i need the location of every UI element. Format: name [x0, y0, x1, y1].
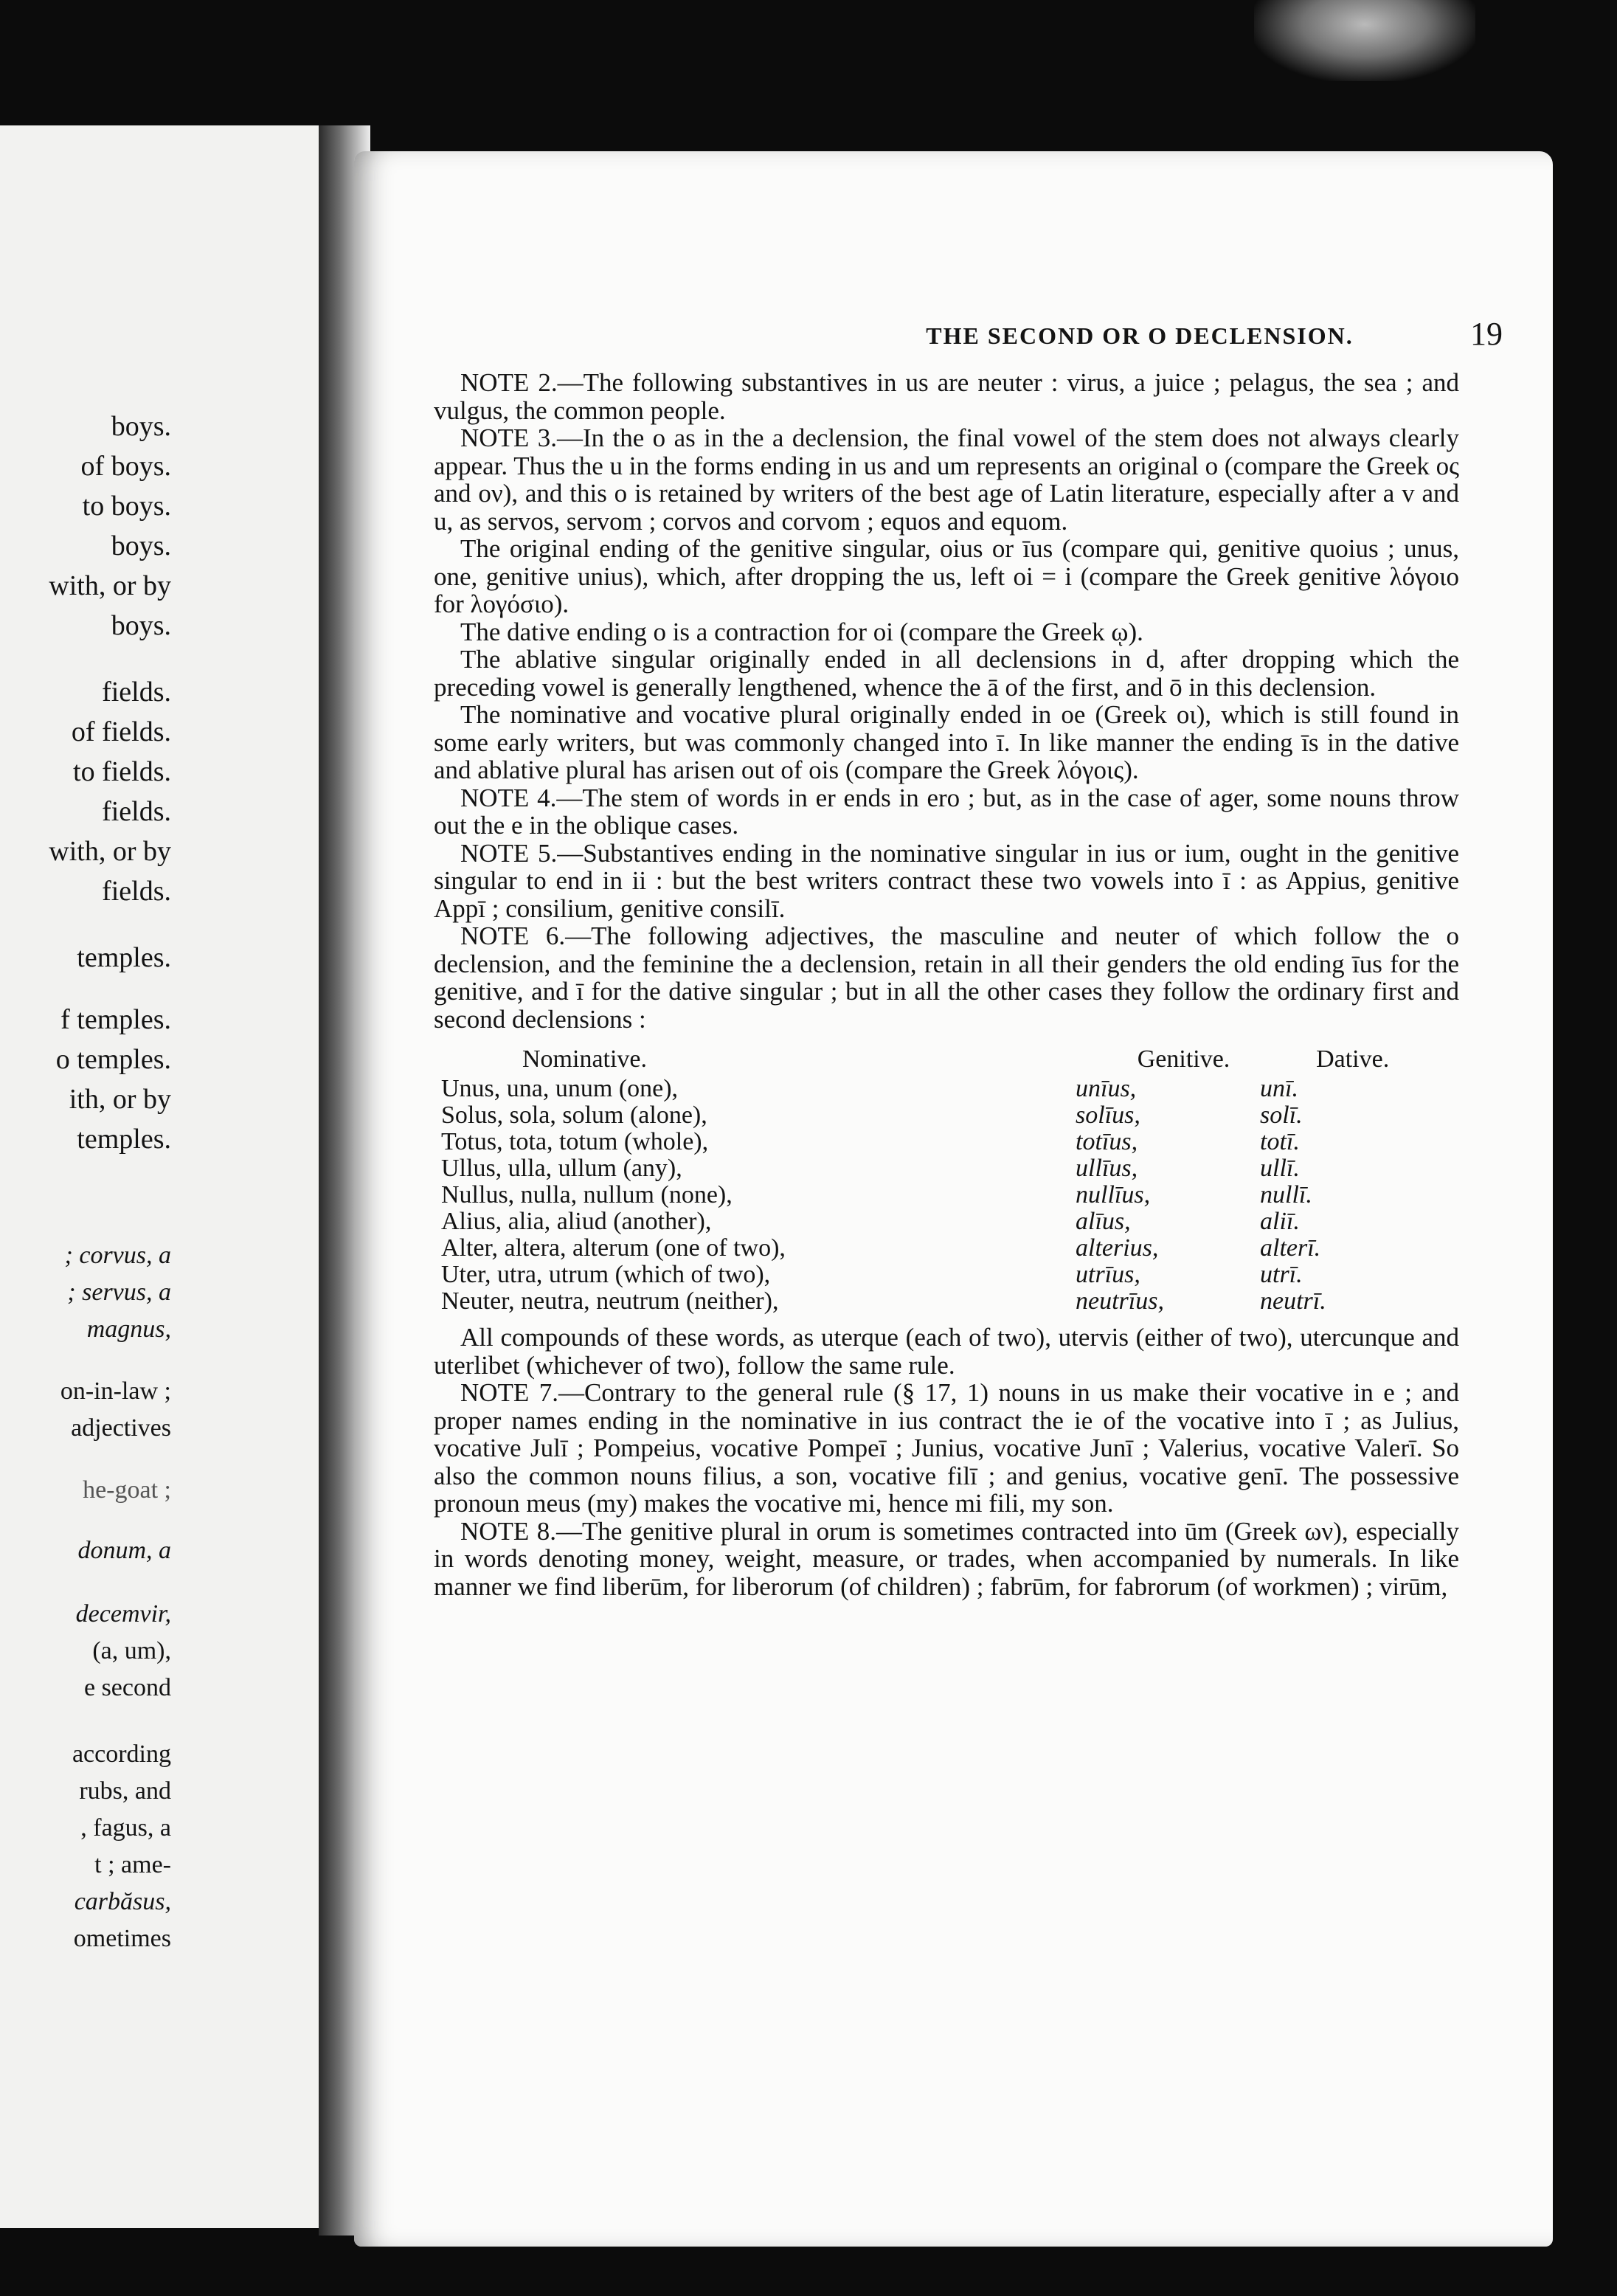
left-page-line: boys. [111, 530, 171, 561]
paragraph: NOTE 8.—The genitive plural in orum is sometimes contracted into ūm (Greek ων), especially in words denoting money, weight, measure, or trades, when accompanied by numerals. In like manner we find liberūm, for liberorum (of children) ; fabrūm, for fabrorum (of workmen) ; virūm, [434, 1516, 1459, 1601]
left-page-line: with, or by [49, 836, 171, 867]
paragraph: NOTE 3.—In the o as in the a declension, the final vowel of the stem does not always clearly appear. Thus the u in the forms ending in us and um represents an original o (compare the Greek ος and ον), and this o is retained by writers of the best age of Latin literature, especially after a v and u, as servos, servom ; corvos and corvom ; equos and equom. [434, 423, 1459, 536]
table-row [434, 1288, 1459, 1315]
table-cell: Solus, sola, solum (alone), [441, 1102, 707, 1129]
left-page-line: boys. [111, 411, 171, 442]
left-page-line: to boys. [82, 491, 171, 522]
table-cell: ullīus, [1076, 1155, 1138, 1182]
left-page-line: boys. [111, 610, 171, 641]
table-header: Genitive. [1137, 1045, 1230, 1073]
paragraph: NOTE 4.—The stem of words in er ends in ero ; but, as in the case of ager, some nouns throw out the e in the oblique cases. [434, 783, 1459, 840]
left-page-line: fields. [102, 796, 171, 827]
table-cell: Ullus, ulla, ullum (any), [441, 1155, 682, 1182]
left-page-line: ; servus, a [67, 1279, 171, 1306]
left-page-line: ; corvus, a [64, 1242, 171, 1269]
table-header: Dative. [1316, 1045, 1390, 1073]
left-page-line: on-in-law ; [60, 1377, 171, 1405]
table-cell: solīus, [1076, 1102, 1140, 1129]
table-row [434, 1208, 1459, 1235]
left-page-fragment [0, 125, 347, 2228]
table-cell: Uter, utra, utrum (which of two), [441, 1261, 771, 1288]
left-page-line: e second [83, 1674, 171, 1701]
table-cell: Neuter, neutra, neutrum (neither), [441, 1287, 779, 1315]
left-page-line: with, or by [49, 570, 171, 601]
table-row [434, 1102, 1459, 1129]
left-page-line: according [72, 1740, 171, 1768]
table-row [434, 1129, 1459, 1155]
left-page-line: of boys. [80, 451, 171, 482]
table-row [434, 1182, 1459, 1208]
table-row [434, 1235, 1459, 1262]
right-page [354, 151, 1553, 2247]
table-cell: solī. [1260, 1102, 1303, 1129]
left-page-line: rubs, and [79, 1777, 171, 1805]
table-cell: Totus, tota, totum (whole), [441, 1128, 709, 1155]
left-page-line: , fagus, a [80, 1814, 171, 1842]
page-body [434, 369, 1459, 1600]
left-page-line: ith, or by [69, 1084, 171, 1115]
left-page-line: carbăsus, [74, 1888, 171, 1915]
left-page-line: adjectives [71, 1414, 171, 1442]
table-cell: Alter, altera, alterum (one of two), [441, 1234, 786, 1262]
left-page-line: to fields. [73, 756, 171, 787]
table-cell: unī. [1260, 1075, 1298, 1102]
left-page-line: decemvir, [75, 1600, 171, 1628]
page-number: 19 [1470, 316, 1503, 352]
table-cell: totīus, [1076, 1128, 1138, 1155]
left-page-line: donum, a [77, 1537, 171, 1564]
left-page-line: f temples. [60, 1004, 171, 1035]
table-cell: aliī. [1260, 1208, 1300, 1235]
paragraph: NOTE 2.—The following substantives in us are neuter : virus, a juice ; pelagus, the sea ; and vulgus, the common people. [434, 368, 1459, 425]
table-cell: alterī. [1260, 1234, 1321, 1262]
table-cell: Alius, alia, aliud (another), [441, 1208, 712, 1235]
left-page-line: o temples. [55, 1044, 171, 1075]
paragraph: NOTE 6.—The following adjectives, the masculine and neuter of which follow the o declension, and the feminine the a declension, retain in all their genders the old ending īus for the genitive, and ī for the dative singular ; but in all the other cases they follow the ordinary first and second declensions : [434, 921, 1459, 1034]
table-row [434, 1262, 1459, 1288]
table-cell: utrī. [1260, 1261, 1303, 1288]
left-page-line: fields. [102, 876, 171, 907]
table-cell: alterius, [1076, 1234, 1159, 1262]
left-page-line: fields. [102, 677, 171, 708]
running-header: THE SECOND OR O DECLENSION. [926, 322, 1354, 349]
paragraph: The nominative and vocative plural originally ended in oe (Greek οι), which is still found in some early writers, but was commonly changed into ī. In like manner the ending īs in the dative and ablative plural has arisen out of ois (compare the Greek λόγοις). [434, 700, 1459, 784]
table-cell: neutrī. [1260, 1287, 1326, 1315]
table-header: Nominative. [522, 1045, 648, 1073]
table-row [434, 1155, 1459, 1182]
paragraph: NOTE 7.—Contrary to the general rule (§ 17, 1) nouns in us make their vocative in e ; and proper names ending in the nominative in ius contract the ie of the vocative into ī ; as Julius, vocative Julī ; Pompeius, vocative Pompeī ; Junius, vocative Junī ; Valerius, vocative Valerī. So also the common nouns filius, a son, vocative filī ; and genius, vocative genī. The possessive pronoun meus (my) makes the vocative mi, hence mi fili, my son. [434, 1378, 1459, 1518]
paragraph: All compounds of these words, as uterque (each of two), utervis (either of two), utercunque and uterlibet (whichever of two), follow the same rule. [434, 1323, 1459, 1380]
table-cell: utrīus, [1076, 1261, 1140, 1288]
paragraph: The dative ending o is a contraction for oi (compare the Greek ῳ). [460, 617, 1143, 646]
left-page-line: temples. [77, 1124, 171, 1155]
table-header-row [434, 1046, 1459, 1073]
left-page-line: temples. [77, 942, 171, 973]
table-cell: ullī. [1260, 1155, 1300, 1182]
left-page-line: (a, um), [92, 1637, 171, 1664]
paragraph: The original ending of the genitive singular, oius or īus (compare qui, genitive quoius ; unus, one, genitive unius), which, after dropping the us, left oi = i (compare the Greek genitive λόγοιο for λογόσιο). [434, 534, 1459, 618]
declension-table [434, 1046, 1459, 1315]
table-cell: nullī. [1260, 1181, 1312, 1208]
left-page-line: ometimes [73, 1925, 171, 1952]
left-page-line: t ; ame- [94, 1851, 171, 1878]
left-page-line: magnus, [86, 1315, 171, 1343]
table-row [434, 1076, 1459, 1102]
table-cell: Nullus, nulla, nullum (none), [441, 1181, 733, 1208]
left-page-line: he-goat ; [83, 1476, 171, 1504]
table-cell: totī. [1260, 1128, 1300, 1155]
table-cell: neutrīus, [1076, 1287, 1164, 1315]
page-edge-stain [1254, 0, 1475, 81]
paragraph: The ablative singular originally ended in all declensions in d, after dropping which the preceding vowel is generally lengthened, whence the ā of the first, and ō in this declension. [434, 645, 1459, 702]
table-cell: nullīus, [1076, 1181, 1151, 1208]
left-page-line: of fields. [71, 716, 171, 747]
table-cell: alīus, [1076, 1208, 1131, 1235]
paragraph: NOTE 5.—Substantives ending in the nominative singular in ius or ium, ought in the genitive singular to end in ii : but the best writers contract these two vowels into ī : as Appius, genitive Appī ; consilium, genitive consilī. [434, 838, 1459, 923]
table-cell: unīus, [1076, 1075, 1137, 1102]
table-cell: Unus, una, unum (one), [441, 1075, 679, 1102]
